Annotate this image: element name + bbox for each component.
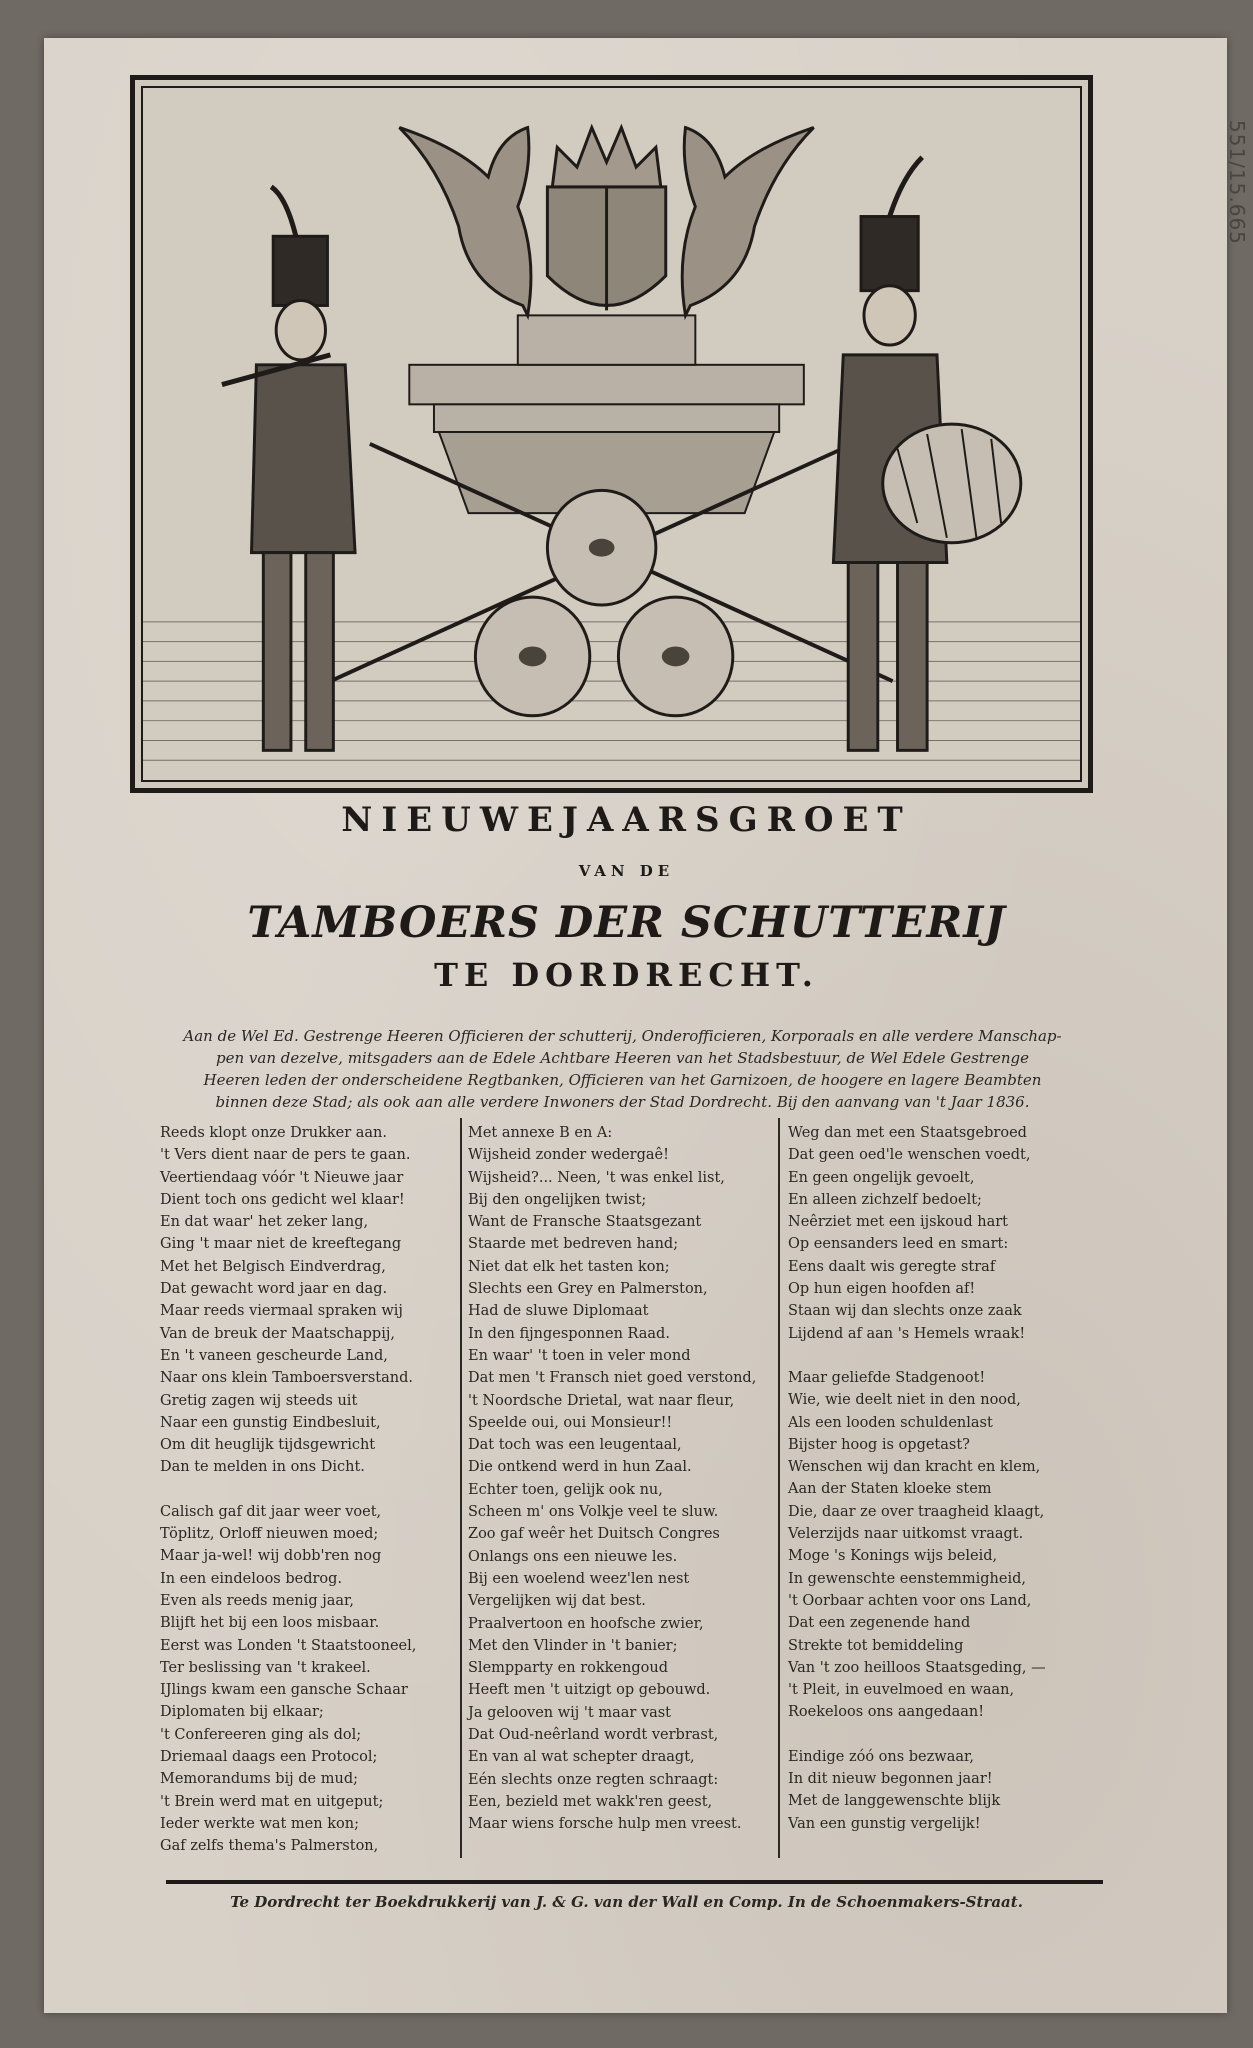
stanza-break [160,1479,450,1501]
verse-line: Dient toch ons gedicht wel klaar! [160,1191,405,1208]
verse-line: Met annexe B en A: [468,1125,613,1141]
verse-line: Töplitz, Orloff nieuwen moed; [160,1526,379,1543]
verse-line: 't Vers dient naar de pers te gaan. [160,1147,411,1164]
verse-line: Met de langgewenschte blijk [788,1793,1001,1810]
verse-line: Eén slechts onze regten schraagt: [468,1771,719,1788]
verse-line: Dat men 't Fransch niet goed verstond, [468,1370,757,1387]
verse-line: Staarde met bedreven hand; [468,1236,679,1253]
verse-line: Wijsheid?... Neen, 't was enkel list, [468,1169,725,1186]
verse-line: Een, bezield met wakk'ren geest, [468,1793,713,1810]
verse-line: En waar' 't toen in veler mond [468,1347,691,1364]
verse-line: 't Brein werd mat en uitgeput; [160,1793,384,1810]
dedication-line: binnen deze Stad; als ook aan alle verdere Inwoners der Stad Dordrecht. Bij den aanvang van 't Jaar 1836. [215,1093,1030,1111]
footer-rule [166,1880,1103,1884]
verse-line: Die ontkend werd in hun Zaal. [468,1459,692,1476]
verse-line: Memorandums bij de mud; [160,1771,358,1788]
verse-line: En dat waar' het zeker lang, [160,1214,369,1231]
verse-line: Echter toen, gelijk ook nu, [468,1481,663,1498]
verse-line: Maar wiens forsche hulp men vreest. [468,1816,742,1833]
verse-line: 't Noordsche Drietal, wat naar fleur, [468,1392,735,1409]
verse-line: Eens daalt wis geregte straf [788,1258,996,1275]
poem-column-3 [788,1122,1088,1835]
verse-line: Ja gelooven wij 't maar vast [468,1704,672,1721]
verse-line: Maar geliefde Stadgenoot! [788,1369,986,1386]
verse-line: Scheen m' ons Volkje veel te sluw. [468,1504,719,1521]
verse-line: Dat geen oed'le wenschen voedt, [788,1147,1031,1164]
verse-line: Op eensanders leed en smart: [788,1236,1009,1253]
title-van-de: VAN DE [578,862,675,880]
verse-line: Speelde oui, oui Monsieur!! [468,1414,673,1431]
verse-line: IJlings kwam een gansche Schaar [160,1682,408,1699]
verse-line: Neêrziet met een ijskoud hart [788,1214,1009,1231]
verse-line: Van 't zoo heilloos Staatsgeding, — [788,1659,1046,1676]
poem-column-2 [468,1122,768,1836]
verse-line: Had de sluwe Diplomaat [468,1303,649,1320]
verse-line: Naar ons klein Tamboersverstand. [160,1370,413,1387]
verse-line: Met den Vlinder in 't banier; [468,1637,678,1654]
drummers-engraving [143,88,1080,780]
title-te-dordrecht: TE DORDRECHT. [434,956,819,994]
dedication-line: Heeren leden der onderscheidene Regtbanken, Officieren van het Garnizoen, de hoogere en lagere Beambten [203,1071,1042,1089]
verse-line: Bijster hoog is opgetast? [788,1436,970,1453]
verse-line: Gretig zagen wij steeds uit [160,1392,358,1409]
verse-line: Onlangs ons een nieuwe les. [468,1548,678,1565]
poem-column-1 [160,1122,450,1858]
verse-line: Om dit heuglijk tijdsgewricht [160,1437,376,1454]
verse-line: Dat Oud-neêrland wordt verbrast, [468,1727,719,1744]
verse-line: Wijsheid zonder wedergaê! [468,1147,669,1164]
verse-line: 't Oorbaar achten voor ons Land, [788,1592,1032,1609]
verse-line: Praalvertoon en hoofsche zwier, [468,1615,704,1632]
verse-line: Als een looden schuldenlast [788,1414,993,1431]
dedication [155,1025,1090,1113]
verse-line: Ging 't maar niet de kreeftegang [160,1236,402,1253]
woodcut-illustration [130,75,1093,793]
stanza-break [788,1724,1088,1746]
verse-line: En 't vaneen gescheurde Land, [160,1347,388,1364]
verse-line: Wenschen wij dan kracht en klem, [788,1459,1041,1476]
dedication-line: pen van dezelve, mitsgaders aan de Edele Achtbare Heeren van het Stadsbestuur, de Wel Edele Gestrenge [216,1049,1029,1067]
verse-line: Lijdend af aan 's Hemels wraak! [788,1325,1026,1342]
verse-line: Roekeloos ons aangedaan! [788,1704,985,1721]
verse-line: Ter beslissing van 't krakeel. [160,1659,371,1676]
verse-line: In een eindeloos bedrog. [160,1570,343,1587]
verse-line: Naar een gunstig Eindbesluit, [160,1414,381,1431]
verse-line: Van de breuk der Maatschappij, [160,1325,395,1342]
title-nieuwejaarsgroet: NIEUWEJAARSGROET [341,800,912,840]
verse-line: Dat gewacht word jaar en dag. [160,1281,388,1298]
verse-line: Niet dat elk het tasten kon; [468,1258,670,1275]
archive-number: 551/15.665 [1225,120,1249,245]
verse-line: Wie, wie deelt niet in den nood, [788,1392,1021,1409]
verse-line: Driemaal daags een Protocol; [160,1749,378,1766]
column-divider [778,1118,780,1858]
verse-line: In dit nieuw begonnen jaar! [788,1771,993,1788]
verse-line: Slempparty en rokkengoud [468,1660,668,1677]
verse-line: Maar ja-wel! wij dobb'ren nog [160,1548,382,1565]
verse-line: Even als reeds menig jaar, [160,1592,354,1609]
verse-line: Eindige zóó ons bezwaar, [788,1748,974,1765]
verse-line: Reeds klopt onze Drukker aan. [160,1125,388,1141]
verse-line: Staan wij dan slechts onze zaak [788,1303,1022,1320]
dedication-line: Aan de Wel Ed. Gestrenge Heeren Officieren der schutterij, Onderofficieren, Korporaals en alle verdere Manschap- [183,1027,1062,1045]
verse-line: 't Pleit, in euvelmoed en waan, [788,1682,1015,1699]
verse-line: Slechts een Grey en Palmerston, [468,1281,708,1298]
verse-line: Veertiendaag vóór 't Nieuwe jaar [160,1169,404,1186]
verse-line: Met het Belgisch Eindverdrag, [160,1258,386,1275]
printer-imprint: Te Dordrecht ter Boekdrukkerij van J. & G. van der Wall en Comp. In de Schoenmakers-Straat. [230,1893,1023,1911]
verse-line: Maar reeds viermaal spraken wij [160,1303,403,1320]
verse-line: Weg dan met een Staatsgebroed [788,1125,1027,1141]
verse-line: 't Confereeren ging als dol; [160,1726,362,1743]
verse-line: Moge 's Konings wijs beleid, [788,1548,998,1565]
verse-line: In den fijngesponnen Raad. [468,1325,670,1342]
verse-line: Zoo gaf weêr het Duitsch Congres [468,1526,720,1543]
verse-line: Blijft het bij een loos misbaar. [160,1615,380,1632]
verse-line: Dat toch was een leugentaal, [468,1437,682,1454]
verse-line: En alleen zichzelf bedoelt; [788,1191,982,1208]
verse-line: En van al wat schepter draagt, [468,1749,695,1766]
column-divider [460,1118,462,1858]
stanza-break [788,1345,1088,1367]
verse-line: Bij den ongelijken twist; [468,1191,647,1208]
verse-line: Velerzijds naar uitkomst vraagt. [788,1526,1024,1543]
verse-line: Dat een zegenende hand [788,1615,971,1632]
verse-line: Op hun eigen hoofden af! [788,1281,976,1298]
verse-line: Vergelijken wij dat best. [468,1593,646,1610]
verse-line: Die, daar ze over traagheid klaagt, [788,1503,1045,1520]
verse-line: Want de Fransche Staatsgezant [468,1214,702,1231]
verse-line: Calisch gaf dit jaar weer voet, [160,1503,382,1520]
verse-line: Diplomaten bij elkaar; [160,1704,324,1721]
verse-line: Van een gunstig vergelijk! [788,1815,981,1832]
verse-line: Heeft men 't uitzigt op gebouwd. [468,1682,711,1699]
verse-line: Gaf zelfs thema's Palmerston, [160,1838,379,1855]
verse-line: Bij een woelend weez'len nest [468,1570,690,1587]
verse-line: In gewenschte eenstemmigheid, [788,1570,1027,1587]
title-tamboers: TAMBOERS DER SCHUTTERIJ [247,898,1006,948]
verse-line: Aan der Staten kloeke stem [788,1481,992,1498]
verse-line: En geen ongelijk gevoelt, [788,1169,975,1186]
verse-line: Dan te melden in ons Dicht. [160,1459,365,1476]
verse-line: Ieder werkte wat men kon; [160,1815,359,1832]
verse-line: Eerst was Londen 't Staatstooneel, [160,1637,417,1654]
verse-line: Strekte tot bemiddeling [788,1637,964,1654]
